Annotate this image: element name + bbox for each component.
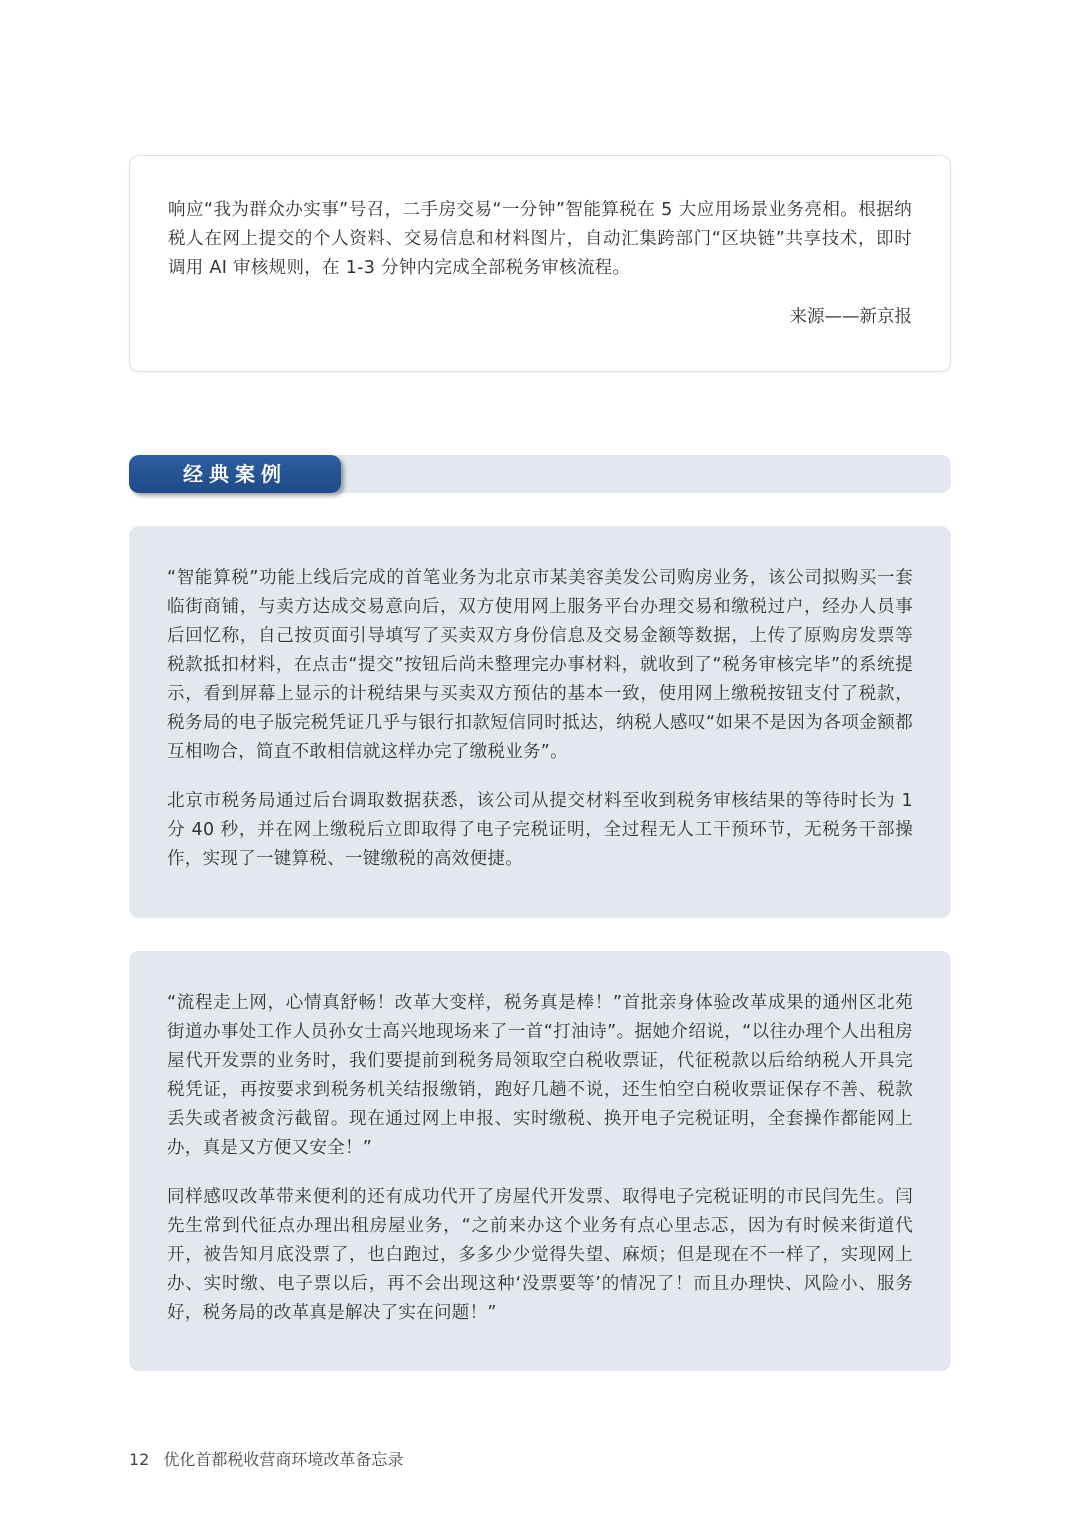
quote-box bbox=[129, 155, 951, 372]
publication-title: 优化首都税收营商环境改革备忘录 bbox=[163, 1450, 404, 1469]
case-1-paragraph-2: 北京市税务局通过后台调取数据获悉，该公司从提交材料至收到税务审核结果的等待时长为 1 分 40 秒，并在网上缴税后立即取得了电子完税证明，全过程无人工干预环节，无税务干部操作，实现了一键算税、一键缴税的高效便捷。 bbox=[167, 791, 913, 869]
case-box-1 bbox=[129, 526, 951, 918]
quote-text: 响应“我为群众办实事”号召，二手房交易“一分钟”智能算税在 5 大应用场景业务亮相。根据纳税人在网上提交的个人资料、交易信息和材料图片，自动汇集跨部门“区块链”共享技术，即时调用 AI 审核规则，在 1-3 分钟内完成全部税务审核流程。 bbox=[168, 200, 912, 278]
section-header-bar bbox=[129, 455, 951, 493]
section-title: 经典案例 bbox=[129, 455, 341, 493]
case-2-paragraph-2: 同样感叹改革带来便利的还有成功代开了房屋代开发票、取得电子完税证明的市民闫先生。闫先生常到代征点办理出租房屋业务，“之前来办这个业务有点心里忐忑，因为有时候来街道代开，被告知月底没票了，也白跑过，多多少少觉得失望、麻烦；但是现在不一样了，实现网上办、实时缴、电子票以后，再不会出现这种‘没票要等’的情况了！而且办理快、风险小、服务好，税务局的改革真是解决了实在问题！” bbox=[167, 1187, 913, 1323]
case-2-paragraph-1: “流程走上网，心情真舒畅！改革大变样，税务真是棒！”首批亲身体验改革成果的通州区北苑街道办事处工作人员孙女士高兴地现场来了一首“打油诗”。据她介绍说，“以往办理个人出租房屋代开发票的业务时，我们要提前到税务局领取空白税收票证，代征税款以后给纳税人开具完税凭证，再按要求到税务机关结报缴销，跑好几趟不说，还生怕空白税收票证保存不善、税款丢失或者被贪污截留。现在通过网上申报、实时缴税、换开电子完税证明，全套操作都能网上办，真是又方便又安全！” bbox=[167, 993, 913, 1158]
case-box-2 bbox=[129, 951, 951, 1371]
quote-source: 来源——新京报 bbox=[789, 307, 912, 327]
case-1-paragraph-1: “智能算税”功能上线后完成的首笔业务为北京市某美容美发公司购房业务，该公司拟购买一套临街商铺，与卖方达成交易意向后，双方使用网上服务平台办理交易和缴税过户，经办人员事后回忆称，自己按页面引导填写了买卖双方身份信息及交易金额等数据，上传了原购房发票等税款抵扣材料，在点击“提交”按钮后尚未整理完办事材料，就收到了“税务审核完毕”的系统提示，看到屏幕上显示的计税结果与买卖双方预估的基本一致，使用网上缴税按钮支付了税款，税务局的电子版完税凭证几乎与银行扣款短信同时抵达，纳税人感叹“如果不是因为各项金额都互相吻合，简直不敢相信就这样办完了缴税业务”。 bbox=[167, 568, 913, 762]
page-number: 12 bbox=[129, 1450, 150, 1469]
page-footer bbox=[129, 1448, 403, 1472]
